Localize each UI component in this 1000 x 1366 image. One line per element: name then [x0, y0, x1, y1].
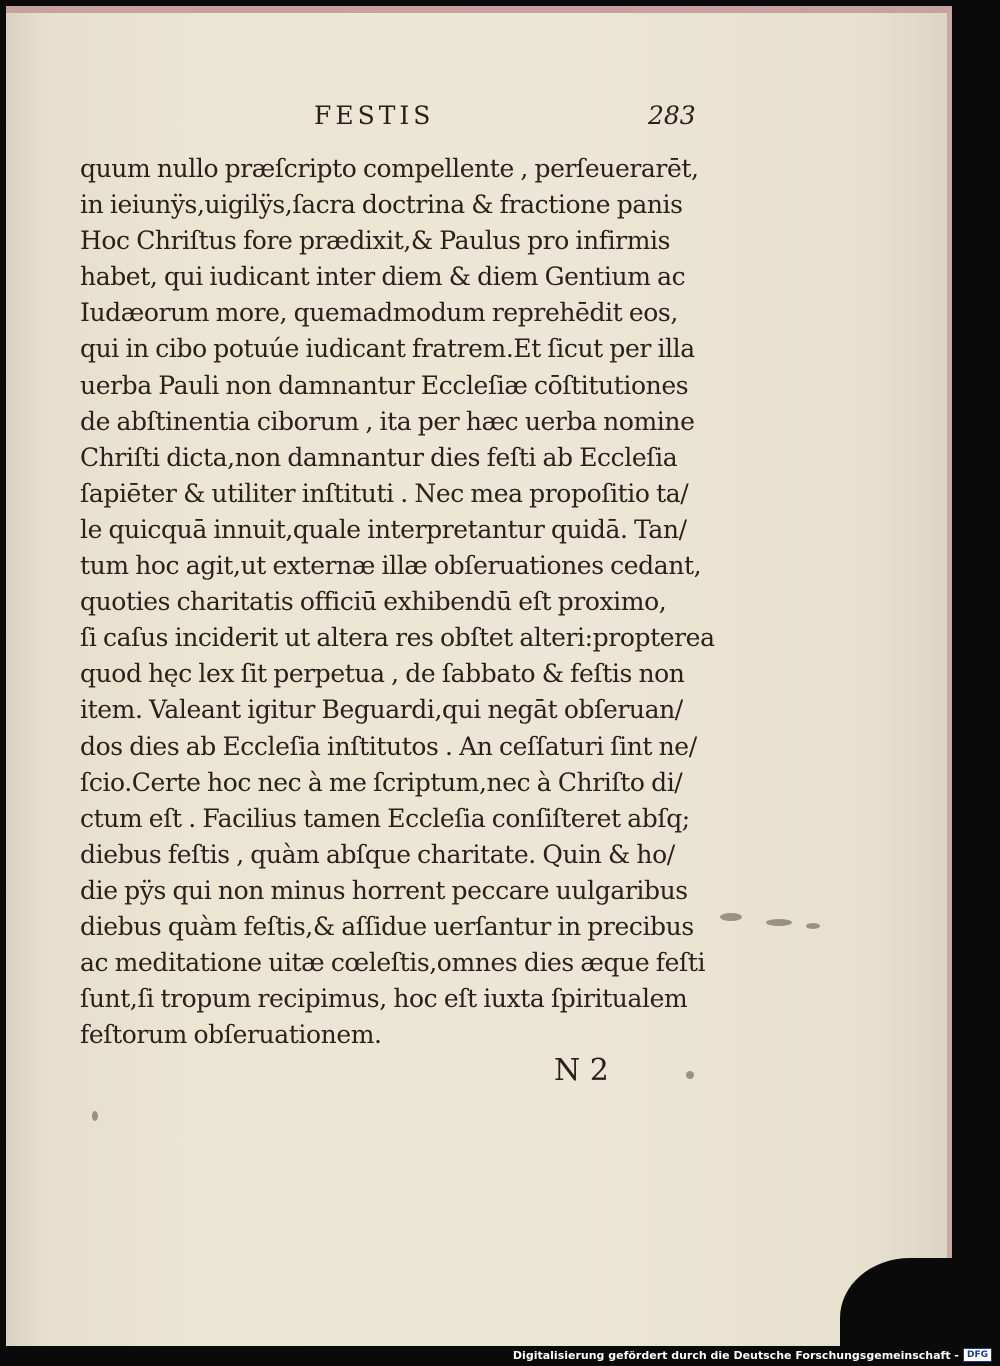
text-line: ctum eſt . Facilius tamen Eccleſia conſiſteret abſq; [80, 803, 690, 833]
digitization-footer [513, 1344, 992, 1366]
ink-speck [720, 913, 742, 921]
text-line: dos dies ab Eccleſia inſtitutos . An ceſſaturi ſint ne/ [80, 731, 697, 761]
footer-credit: Digitalisierung gefördert durch die Deutsche Forschungsgemeinschaft - [512, 1348, 959, 1362]
text-line: feſtorum obſeruationem. [80, 1020, 382, 1050]
running-head: FESTIS [314, 101, 435, 130]
text-line: diebus quàm feſtis,& aſſidue uerſantur in precibus [80, 911, 694, 941]
folio-number: 283 [648, 101, 696, 130]
page-header [6, 101, 1000, 141]
text-line: habet, qui iudicant inter diem & diem Gentium ac [80, 262, 686, 292]
book-page [6, 6, 952, 1346]
text-line: die pÿs qui non minus horrent peccare uulgaribus [80, 875, 688, 905]
text-line: Hoc Chriſtus fore prædixit,& Paulus pro infirmis [80, 226, 671, 256]
ink-speck [686, 1071, 694, 1079]
text-line: item. Valeant igitur Beguardi,qui negāt obſeruan/ [80, 695, 683, 725]
text-line: le quicquā innuit,quale interpretantur quidā. Tan/ [80, 514, 687, 544]
ink-speck [92, 1111, 98, 1121]
text-line: Iudæorum more, quemadmodum reprehēdit eos, [80, 298, 678, 328]
text-line: tum hoc agit,ut externæ illæ obſeruationes cedant, [80, 551, 702, 581]
text-line: ſi caſus inciderit ut altera res obſtet alteri:propterea [80, 623, 715, 653]
body-text [80, 151, 720, 1053]
text-line: diebus feſtis , quàm abſque charitate. Quin & ho/ [80, 839, 675, 869]
text-line: quoties charitatis officiū exhibendū eſt proximo, [80, 587, 667, 617]
text-line: uerba Pauli non damnantur Eccleſiæ cōſtitutiones [80, 370, 689, 400]
signature-mark: N 2 [554, 1053, 609, 1088]
text-line: in ieiunÿs,uigilÿs,ſacra doctrina & fractione panis [80, 190, 683, 220]
text-line: de abſtinentia ciborum , ita per hæc uerba nomine [80, 406, 695, 436]
text-line: quum nullo præſcripto compellente , perſeuerarēt, [80, 154, 699, 183]
text-line: ſapiēter & utiliter inſtituti . Nec mea propoſitio ta/ [80, 478, 689, 508]
text-line: qui in cibo potuúe iudicant fratrem.Et ſicut per illa [80, 334, 695, 364]
text-line: quod hęc lex ſit perpetua , de ſabbato & feſtis non [80, 659, 685, 689]
text-line: ſcio.Certe hoc nec à me ſcriptum,nec à Chriſto di/ [80, 767, 683, 797]
text-line: ac meditatione uitæ cœleſtis,omnes dies æque feſti [80, 948, 706, 978]
ink-speck [806, 923, 820, 929]
dfg-logo: DFG [963, 1348, 992, 1362]
text-line: ſunt,ſi tropum recipimus, hoc eſt iuxta ſpiritualem [80, 984, 688, 1014]
text-line: Chriſti dicta,non damnantur dies feſti ab Eccleſia [80, 442, 678, 472]
ink-speck [766, 919, 792, 926]
